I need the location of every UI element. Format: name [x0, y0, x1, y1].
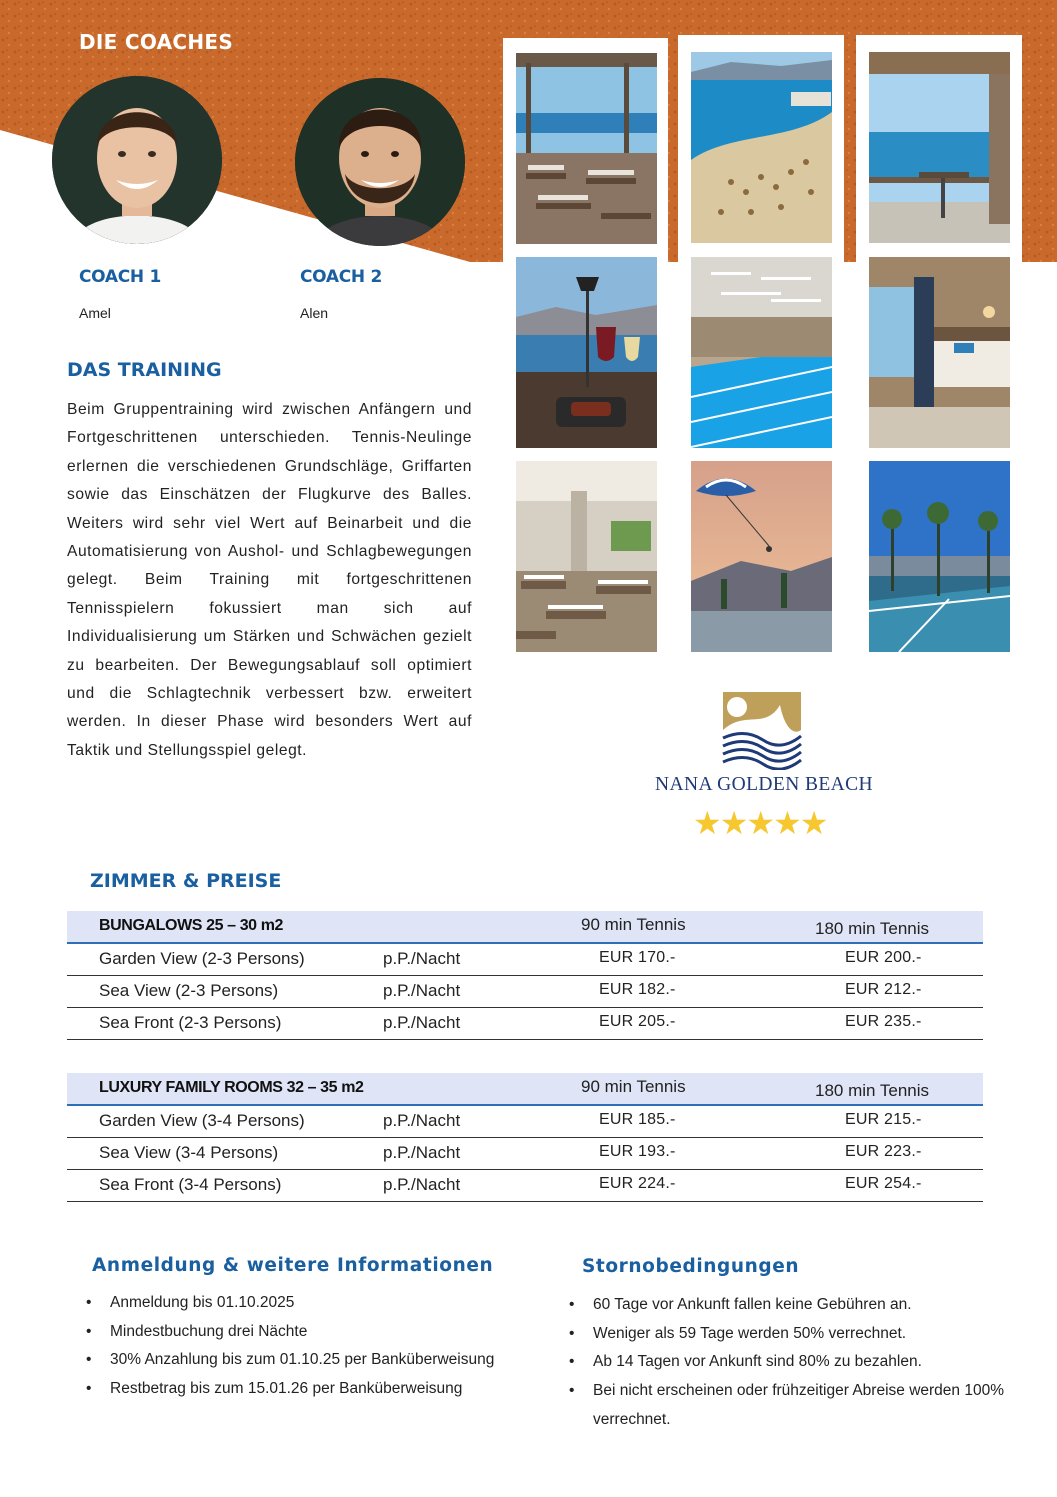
coach-1-avatar [52, 76, 222, 244]
dining-hall-photo [516, 461, 657, 652]
indoor-pool-photo [691, 257, 832, 448]
table-header-label: LUXURY FAMILY ROOMS 32 – 35 m2 [99, 1079, 364, 1096]
list-item: • Restbetrag bis zum 15.01.26 per Banküberweisung [86, 1375, 546, 1404]
column-90-label: 90 min Tennis [581, 915, 686, 934]
table-row [67, 976, 983, 1008]
hotel-name: NANA GOLDEN BEACH [655, 774, 874, 795]
beach-photo [691, 52, 832, 243]
hotel-logo-icon [655, 690, 870, 770]
price-180: EUR 212.- [845, 981, 922, 998]
price-180: EUR 223.- [845, 1143, 922, 1160]
table-row [67, 1106, 983, 1138]
coaches-title: DIE COACHES [79, 30, 234, 54]
list-item: • Weniger als 59 Tage werden 50% verrechnet. [569, 1320, 1009, 1349]
hotel-room-photo [869, 257, 1010, 448]
prices-title: ZIMMER & PREISE [90, 870, 282, 892]
column-180-label: 180 min Tennis [815, 1081, 930, 1100]
list-item: • Bei nicht erscheinen oder frühzeitiger Abreise werden 100% verrechnet. [569, 1377, 1009, 1434]
price-180: EUR 215.- [845, 1111, 922, 1128]
price-unit: p.P./Nacht [383, 1175, 461, 1194]
price-unit: p.P./Nacht [383, 981, 461, 1000]
price-180: EUR 200.- [845, 949, 922, 966]
food-dish-photo [516, 257, 657, 448]
coach-2-name: Alen [300, 305, 329, 321]
list-item: • 60 Tage vor Ankunft fallen keine Gebühren an. [569, 1291, 1009, 1320]
training-text: Beim Gruppentraining wird zwischen Anfängern und Fortgeschrittenen unterschieden. Tennis-Neulinge erlernen die verschiedenen Grundschläge, Griffarten sowie das Einschätzen der Flugkurve des Balles. Weiters wird sehr viel Wert auf Beinarbeit und die Automatisierung von Aushol- und Schlagbewegungen gelegt. Beim Training mit fortgeschrittenen Tennisspielern fokussiert man sich auf Individualisierung um Stärken und Schwächen gezielt zu bearbeiten. Der Bewegungsablauf soll optimiert und die Schlagtechnik verbessert bzw. erweitert werden. In dieser Phase wird besonders Wert auf Taktik und Stellungsspiel gelegt. [67, 401, 472, 759]
table-row [67, 944, 983, 976]
registration-list [86, 1289, 546, 1403]
room-type: Garden View (2-3 Persons) [99, 949, 305, 968]
price-90: EUR 205.- [599, 1013, 676, 1030]
price-180: EUR 235.- [845, 1013, 922, 1030]
parasailing-photo [691, 461, 832, 652]
coach-2-avatar [295, 78, 465, 246]
price-unit: p.P./Nacht [383, 949, 461, 968]
price-90: EUR 170.- [599, 949, 676, 966]
column-180-label: 180 min Tennis [815, 919, 930, 938]
price-90: EUR 185.- [599, 1111, 676, 1128]
restaurant-terrace-photo [516, 53, 657, 244]
room-type: Sea Front (3-4 Persons) [99, 1175, 282, 1194]
coach-1-name: Amel [79, 305, 111, 321]
cancellation-title: Stornobedingungen [582, 1256, 800, 1277]
registration-title: Anmeldung & weitere Informationen [92, 1255, 494, 1276]
training-title: DAS TRAINING [67, 359, 222, 381]
price-90: EUR 193.- [599, 1143, 676, 1160]
room-type: Garden View (3-4 Persons) [99, 1111, 305, 1130]
price-90: EUR 182.- [599, 981, 676, 998]
list-item: • Mindestbuchung drei Nächte [86, 1318, 546, 1347]
list-item: • 30% Anzahlung bis zum 01.10.25 per Banküberweisung [86, 1346, 546, 1375]
tennis-court-photo [869, 461, 1010, 652]
column-90-label: 90 min Tennis [581, 1077, 686, 1096]
room-type: Sea View (2-3 Persons) [99, 981, 279, 1000]
table-header [67, 911, 983, 944]
coach-2-label: COACH 2 [300, 267, 382, 287]
list-item: • Anmeldung bis 01.10.2025 [86, 1289, 546, 1318]
hotel-stars: ★★★★★ [693, 804, 827, 842]
room-type: Sea Front (2-3 Persons) [99, 1013, 282, 1032]
price-unit: p.P./Nacht [383, 1013, 461, 1032]
cancellation-list [569, 1291, 1009, 1435]
table-row [67, 1008, 983, 1040]
list-item: • Ab 14 Tagen vor Ankunft sind 80% zu bezahlen. [569, 1348, 1009, 1377]
table-header [67, 1073, 983, 1106]
room-type: Sea View (3-4 Persons) [99, 1143, 279, 1162]
coach-1-label: COACH 1 [79, 267, 161, 287]
price-unit: p.P./Nacht [383, 1143, 461, 1162]
bungalows-price-table [67, 911, 983, 1040]
table-row [67, 1138, 983, 1170]
family-rooms-price-table [67, 1073, 983, 1202]
price-180: EUR 254.- [845, 1175, 922, 1192]
table-row [67, 1170, 983, 1202]
balcony-sea-view-photo [869, 52, 1010, 243]
price-unit: p.P./Nacht [383, 1111, 461, 1130]
price-90: EUR 224.- [599, 1175, 676, 1192]
table-header-label: BUNGALOWS 25 – 30 m2 [99, 917, 284, 934]
